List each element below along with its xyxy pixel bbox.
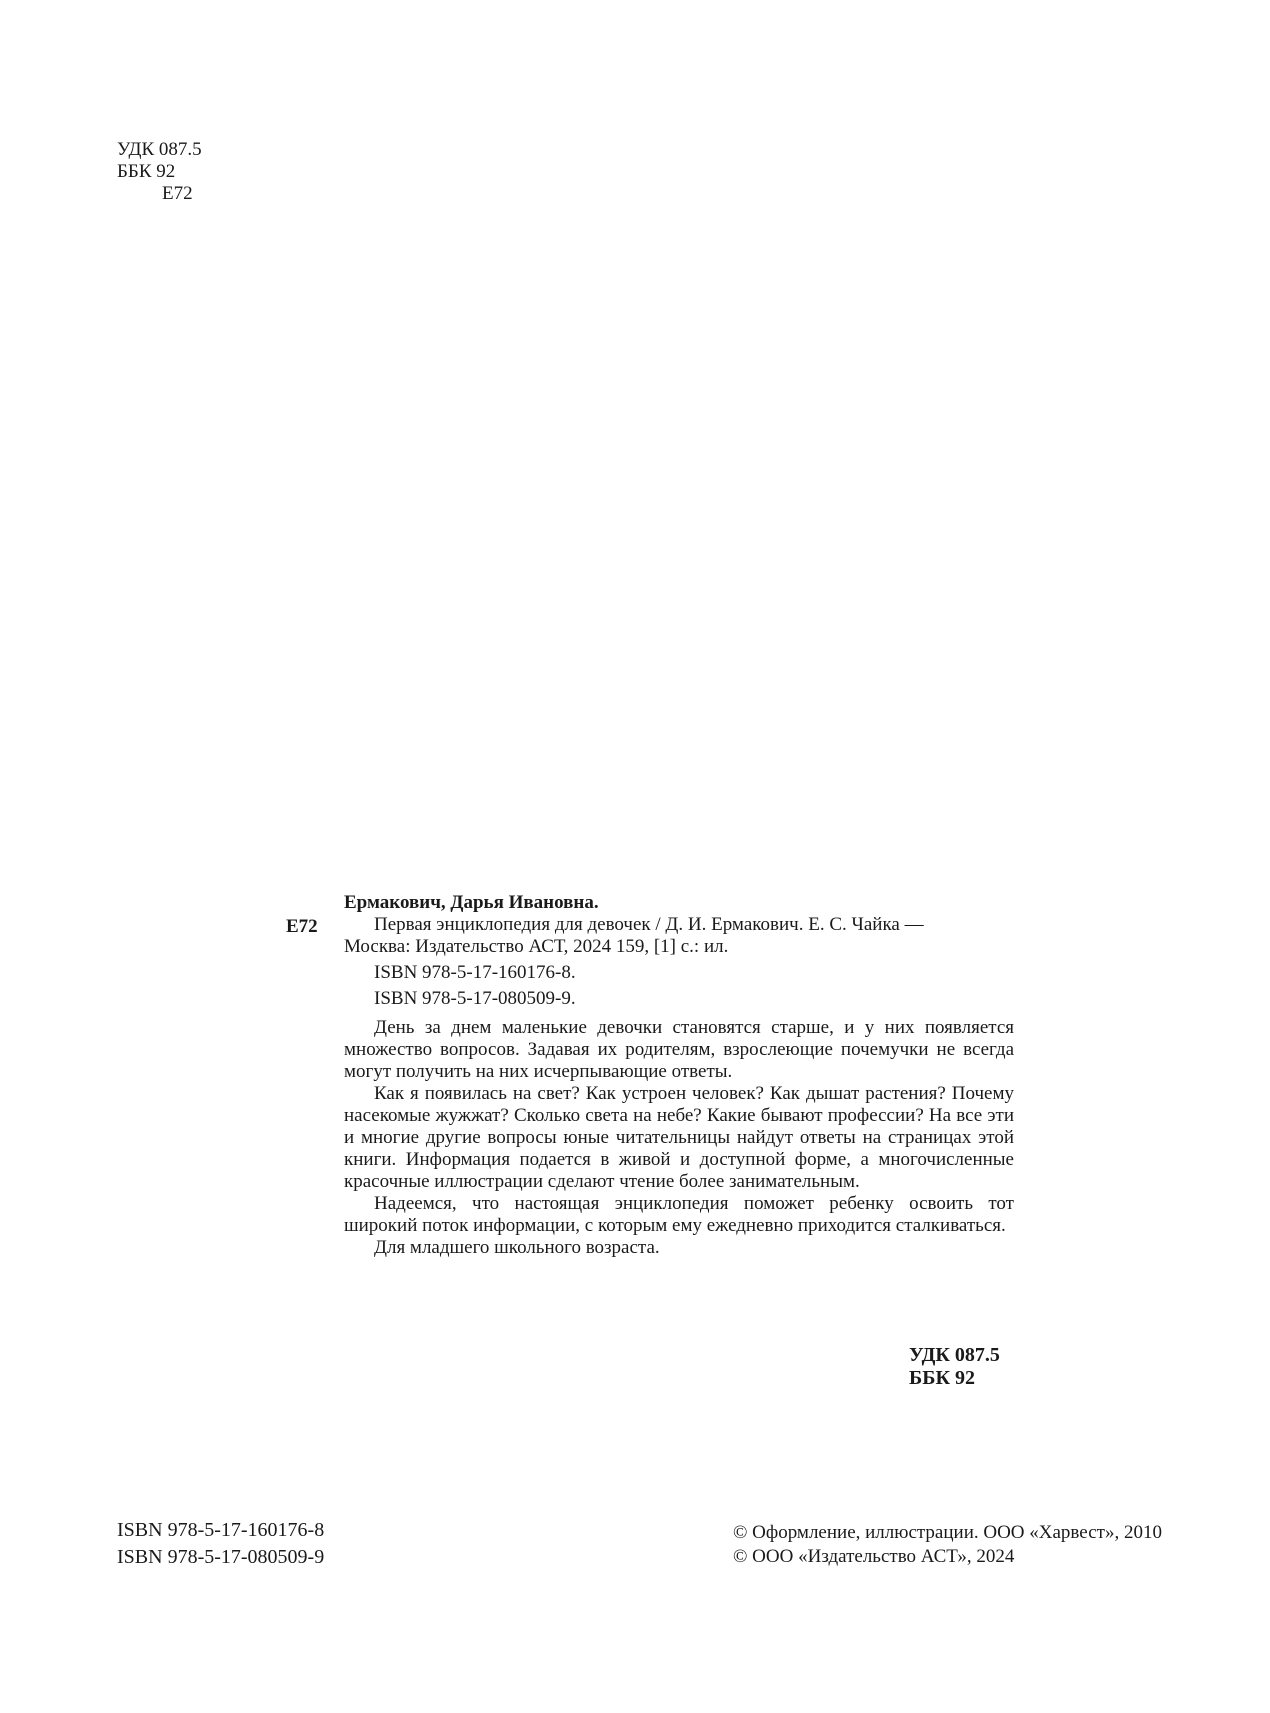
- isbn-bottom-2: ISBN 978-5-17-080509-9: [117, 1546, 325, 1568]
- top-classification-codes: [117, 139, 202, 205]
- udk-code-bold: УДК 087.5: [909, 1344, 1000, 1366]
- isbn-entry-1: ISBN 978-5-17-160176-8.: [374, 962, 576, 983]
- annotation: [344, 1017, 1014, 1259]
- bbk-code: ББК 92: [117, 161, 176, 182]
- author-mark-code: Е72: [162, 183, 193, 204]
- bibliographic-record: [344, 892, 1014, 1259]
- annotation-paragraph: День за днем маленькие девочки становятся старше, и у них появляется множество вопросов. Задавая их родителям, взрослеющие почемучки не всегда могут получить на них исчерпывающие ответы.: [344, 1017, 1014, 1082]
- copyright-block: [733, 1522, 1162, 1570]
- author-name: Ермакович, Дарья Ивановна.: [344, 892, 599, 913]
- annotation-paragraph: Надеемся, что настоящая энциклопедия поможет ребенку освоить тот широкий поток информации, с которым ему ежедневно приходится сталкиваться.: [344, 1193, 1014, 1236]
- audience-note: Для младшего школьного возраста.: [374, 1237, 660, 1258]
- biblio-author-mark: Е72: [286, 916, 318, 937]
- bbk-code-bold: ББК 92: [909, 1367, 975, 1389]
- isbn-bottom-1: ISBN 978-5-17-160176-8: [117, 1519, 325, 1541]
- right-classification-codes: [909, 1344, 1000, 1390]
- annotation-paragraph: Как я появилась на свет? Как устроен человек? Как дышат растения? Почему насекомые жужжат? Сколько света на небе? Какие бывают профессии? На все эти и многие другие вопросы юные читательницы найдут ответы на страницах этой книги. Информация подается в живой и доступной форме, а многочисленные красочные иллюстрации сделают чтение более занимательным.: [344, 1083, 1014, 1192]
- title-statement-line-1: Первая энциклопедия для девочек / Д. И. Ермакович. Е. С. Чайка —: [374, 914, 924, 935]
- title-statement-line-2: Москва: Издательство АСТ, 2024 159, [1] с.: ил.: [344, 936, 729, 957]
- copyright-line-2: © ООО «Издательство АСТ», 2024: [733, 1546, 1015, 1567]
- isbn-entry-2: ISBN 978-5-17-080509-9.: [374, 988, 576, 1009]
- udk-code: УДК 087.5: [117, 139, 202, 160]
- copyright-line-1: © Оформление, иллюстрации. ООО «Харвест», 2010: [733, 1522, 1162, 1543]
- bottom-isbn-block: [117, 1519, 324, 1573]
